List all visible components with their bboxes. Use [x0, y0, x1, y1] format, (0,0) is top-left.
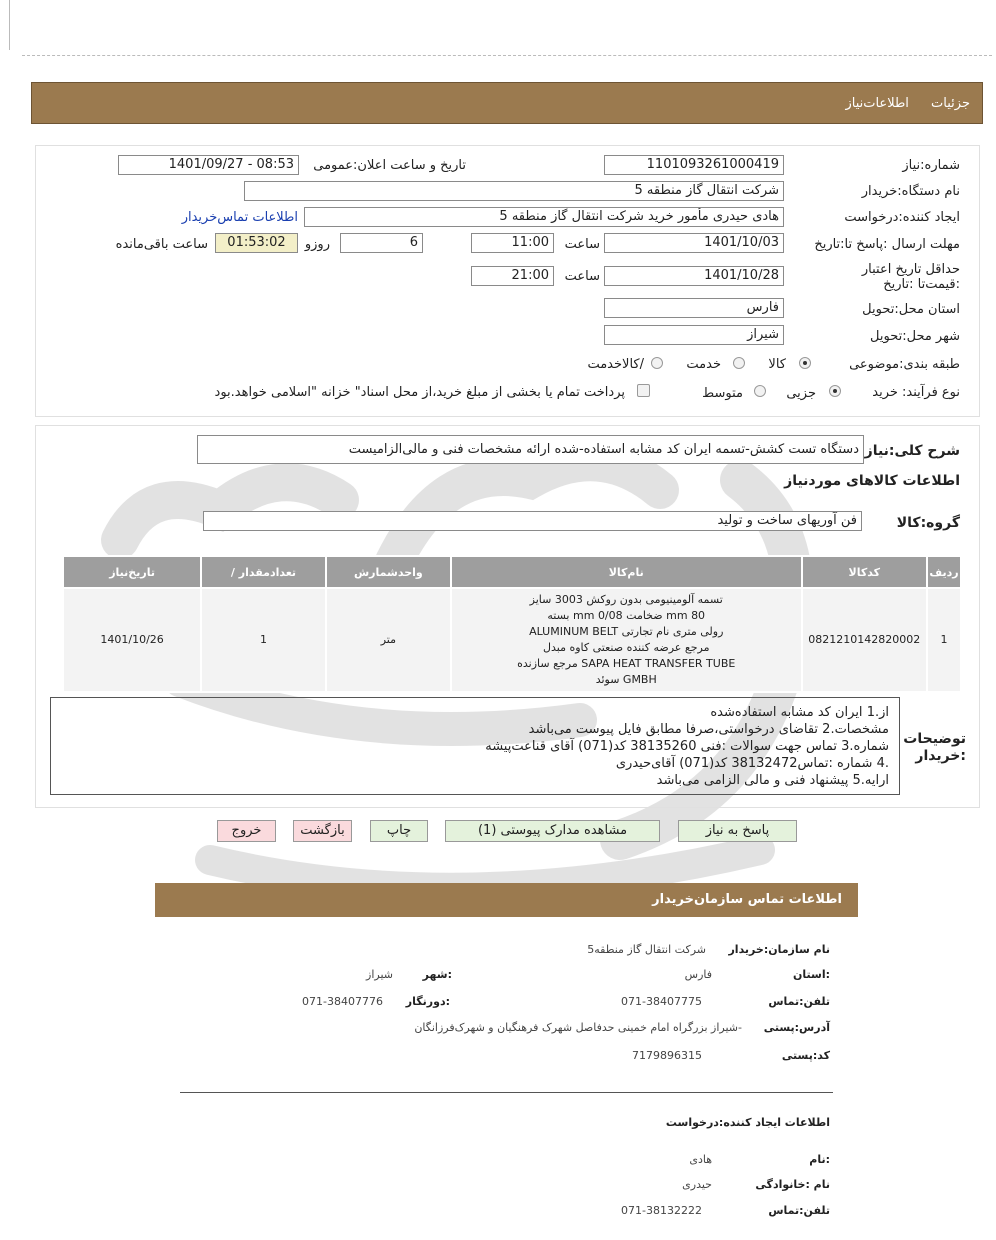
need-number-label: شماره:نیاز	[902, 158, 960, 173]
deadline-time-field: 11:00	[471, 233, 554, 253]
name-line: GMBH سوئد	[595, 673, 657, 686]
category-goods-radio[interactable]	[799, 357, 811, 369]
name-line: رولی متری نام تجارتی ALUMINUM BELT	[529, 625, 724, 638]
remaining-timer: 01:53:02	[215, 233, 298, 253]
process-minor-radio[interactable]	[829, 385, 841, 397]
contact-org-label: نام سازمان:خریدار	[728, 943, 830, 956]
category-label: طبقه بندی:موضوعی	[849, 357, 960, 372]
cell-unit: متر	[326, 588, 451, 692]
contact-city-value: شیراز	[366, 968, 393, 981]
contact-province-label: :استان	[793, 968, 830, 981]
city-label: شهر محل:تحویل	[870, 329, 960, 344]
category-goods-label: کالا	[768, 357, 786, 372]
name-line: مرجع عرضه کننده صنعتی کاوه مبدل	[542, 641, 710, 654]
buyer-contact-bar: اطلاعات تماس سازمان‌خریدار	[155, 883, 858, 917]
details-tab[interactable]: جزئیات	[931, 96, 970, 111]
contact-postal-value: 7179896315	[632, 1049, 702, 1062]
validity-time-label: ساعت	[564, 269, 600, 284]
creator-first-value: هادی	[689, 1153, 712, 1166]
category-goods-service-label: /کالاخدمت	[587, 357, 644, 372]
goods-group-field: فن آوریهای ساخت و تولید	[203, 511, 862, 531]
col-code: کدکالا	[802, 556, 927, 588]
deadline-date-field: 1401/10/03	[604, 233, 784, 253]
province-field: فارس	[604, 298, 784, 318]
announce-label: تاریخ و ساعت اعلان:عمومی	[313, 158, 466, 173]
contact-phone-label: تلفن:تماس	[768, 995, 830, 1008]
reply-button[interactable]: پاسخ به نیاز	[678, 820, 797, 842]
creator-info-title: اطلاعات ایجاد کننده:درخواست	[665, 1116, 830, 1129]
treasury-payment-label: پرداخت تمام یا بخشی از مبلغ خرید،از محل اسناد" خزانه "اسلامی خواهد.بود	[214, 385, 625, 400]
creator-field: هادی حیدری مأمور خرید شرکت انتقال گاز منطقه 5	[304, 207, 784, 227]
buyer-notes-label: توضیحات :خریدار	[903, 731, 966, 764]
contact-org-value: شرکت انتقال گاز منطقه5	[587, 943, 706, 956]
remaining-label: ساعت باقی‌مانده	[115, 237, 208, 252]
validity-time-field: 21:00	[471, 266, 554, 286]
note-line: از.1 ایران کد مشابه استفاده‌شده	[710, 705, 889, 720]
creator-last-value: حیدری	[682, 1178, 712, 1191]
note-line: مشخصات.2 تقاضای درخواستی،صرفا مطابق فایل پیوست می‌باشد	[528, 722, 889, 737]
page-header-bar	[31, 82, 983, 124]
buyer-contact-link[interactable]: اطلاعات تماس‌خریدار	[181, 210, 298, 225]
left-rule	[9, 0, 10, 50]
name-line: SAPA HEAT TRANSFER TUBE مرجع سازنده	[517, 657, 736, 670]
name-line: 80 mm ضخامت 0/08 mm بسته	[547, 609, 706, 622]
col-date: تاریخ‌نیاز	[63, 556, 201, 588]
cell-row: 1	[927, 588, 961, 692]
note-line: .4 شماره :تماس38132472 کد(071) آقای‌حیدری	[615, 756, 889, 771]
goods-info-title: اطلاعات کالاهای موردنیاز	[784, 473, 960, 489]
col-row: ردیف	[927, 556, 961, 588]
process-medium-label: متوسط	[702, 386, 743, 401]
validity-label: حداقل تاریخ اعتبار :قیمت‌تا :تاریخ	[861, 262, 960, 292]
creator-phone-label: تلفن:تماس	[768, 1204, 830, 1217]
attachments-button[interactable]: مشاهده مدارک پیوستی (1)	[445, 820, 660, 842]
note-line: ارایه.5 پیشنهاد فنی و مالی الزامی می‌باشد	[656, 773, 889, 788]
top-divider	[22, 55, 992, 56]
cell-date: 1401/10/26	[63, 588, 201, 692]
contact-fax-label: :دورنگار	[405, 995, 450, 1008]
creator-first-label: :نام	[809, 1153, 830, 1166]
process-medium-radio[interactable]	[754, 385, 766, 397]
city-field: شیراز	[604, 325, 784, 345]
contact-postal-label: کد:پستی	[781, 1049, 830, 1062]
creator-phone-value: 071-38132222	[621, 1204, 702, 1217]
process-minor-label: جزیی	[786, 386, 816, 401]
summary-label: شرح کلی:نیاز	[864, 443, 960, 459]
deadline-time-label: ساعت	[564, 237, 600, 252]
need-number-field: 1101093261000419	[604, 155, 784, 175]
contact-fax-value: 071-38407776	[302, 995, 383, 1008]
category-service-label: خدمت	[686, 357, 721, 372]
summary-field: دستگاه تست کشش-تسمه ایران کد مشابه استفاده-شده ارائه مشخصات فنی و مالی‌الزامیست	[197, 435, 864, 464]
col-qty: / تعدادمقدار	[201, 556, 326, 588]
buyer-org-field: شرکت انتقال گاز منطقه 5	[244, 181, 784, 201]
note-line: شماره.3 تماس جهت سوالات :فنی 38135260 کد(071) آقای قناعت‌پیشه	[485, 739, 889, 754]
cell-name	[451, 588, 802, 692]
contact-city-label: :شهر	[422, 968, 452, 981]
table-row	[63, 588, 961, 692]
name-line: تسمه آلومینیومی بدون روکش 3003 سایز	[529, 593, 723, 606]
buyer-org-label: نام دستگاه:خریدار	[861, 184, 960, 199]
print-button[interactable]: چاپ	[370, 820, 428, 842]
creator-label: ایجاد کننده:درخواست	[844, 210, 960, 225]
col-unit: واحدشمارش	[326, 556, 451, 588]
validity-date-field: 1401/10/28	[604, 266, 784, 286]
deadline-label: مهلت ارسال :پاسخ تا:تاریخ	[814, 237, 960, 252]
contact-divider	[180, 1092, 833, 1093]
exit-button[interactable]: خروج	[217, 820, 276, 842]
contact-address-value: -شیراز بزرگراه امام خمینی حدفاصل شهرک فرهنگیان و شهرک‌فرزانگان	[414, 1021, 742, 1034]
contact-address-label: آدرس:پستی	[763, 1021, 830, 1034]
goods-group-label: گروه:کالا	[896, 515, 960, 531]
goods-table	[62, 555, 962, 693]
cell-qty: 1	[201, 588, 326, 692]
contact-province-value: فارس	[684, 968, 712, 981]
days-label: روزو	[304, 237, 330, 252]
province-label: استان محل:تحویل	[862, 302, 960, 317]
announce-field: 1401/09/27 - 08:53	[118, 155, 299, 175]
days-field: 6	[340, 233, 423, 253]
cell-code: 0821210142820002	[802, 588, 927, 692]
need-info-tab[interactable]: اطلاعات‌نیاز	[845, 96, 909, 111]
category-goods-service-radio[interactable]	[651, 357, 663, 369]
creator-last-label: نام :خانوادگی	[755, 1178, 830, 1191]
contact-phone-value: 071-38407775	[621, 995, 702, 1008]
treasury-payment-checkbox[interactable]	[637, 384, 650, 397]
col-name: نام‌کالا	[451, 556, 802, 588]
process-label: نوع فرآیند: خرید	[872, 385, 960, 400]
back-button[interactable]: بازگشت	[293, 820, 352, 842]
buyer-notes-box	[50, 697, 900, 795]
category-service-radio[interactable]	[733, 357, 745, 369]
